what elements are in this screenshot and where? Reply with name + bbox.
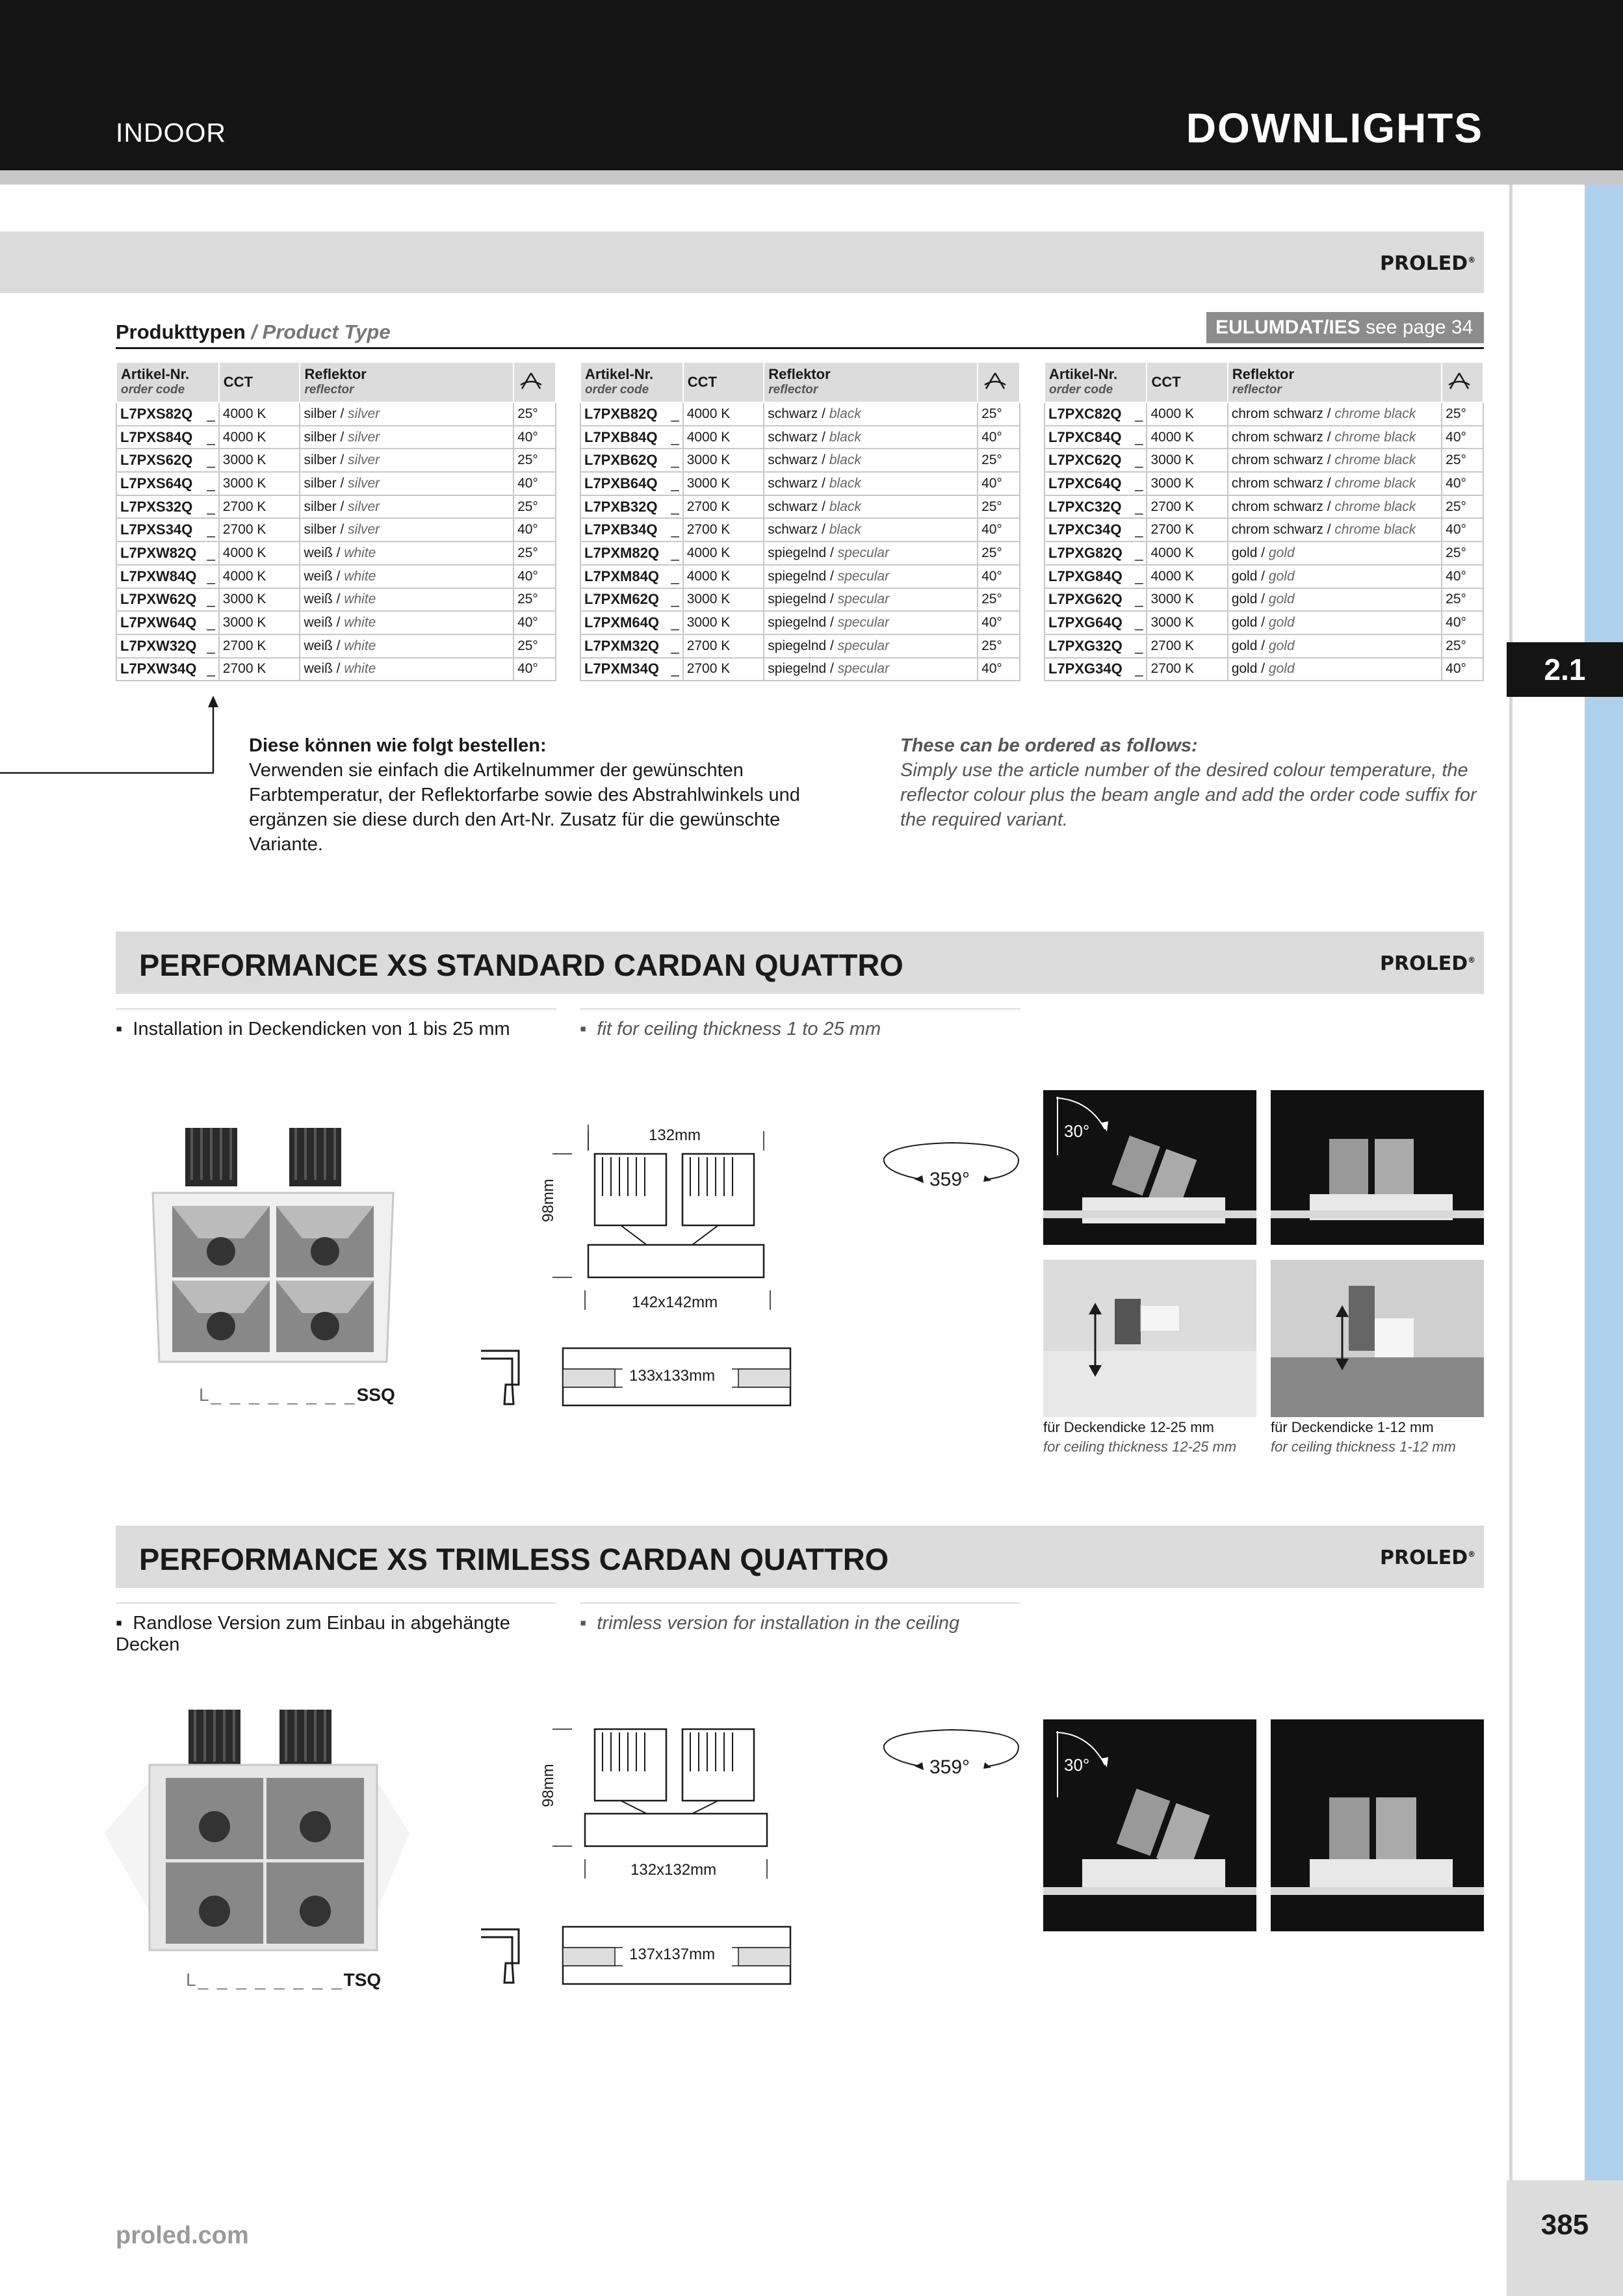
reflector-value: chrom schwarz / chrome black — [1228, 449, 1442, 472]
product-title: PERFORMANCE XS STANDARD CARDAN QUATTRO — [139, 948, 903, 982]
side-divider — [1509, 185, 1513, 2296]
beam-angle-value: 40° — [1442, 611, 1483, 634]
table-row — [116, 449, 556, 472]
table-row — [1045, 472, 1483, 495]
beam-angle-value: 40° — [978, 472, 1020, 495]
table-row — [1045, 658, 1483, 681]
product-table-2 — [580, 361, 1020, 681]
table-row — [580, 402, 1020, 426]
cct-value: 2700 K — [1147, 634, 1227, 658]
cct-value: 4000 K — [683, 541, 764, 565]
article-code: L7PXW32Q _ — [116, 634, 219, 658]
cct-value: 4000 K — [1147, 541, 1227, 565]
cct-value: 2700 K — [1147, 658, 1227, 681]
table-row — [116, 402, 556, 426]
col-reflector: Reflektor reflector — [764, 362, 978, 402]
table-row — [116, 611, 556, 634]
reflector-value: chrom schwarz / chrome black — [1228, 402, 1442, 426]
dim-height: 98mm — [539, 1179, 557, 1222]
beam-angle-value: 40° — [978, 426, 1020, 449]
reflector-value: gold / gold — [1228, 634, 1442, 658]
cct-value: 3000 K — [219, 472, 300, 495]
footer-url[interactable]: proled.com — [116, 2222, 249, 2249]
article-code: L7PXS84Q _ — [116, 426, 219, 449]
article-code: L7PXM62Q _ — [580, 588, 683, 612]
article-code: L7PXB82Q _ — [580, 402, 683, 426]
beam-angle-value: 25° — [978, 495, 1020, 519]
article-code: L7PXG64Q _ — [1045, 611, 1147, 634]
cct-value: 3000 K — [219, 449, 300, 472]
cct-value: 2700 K — [219, 495, 300, 519]
article-code: L7PXW34Q _ — [116, 658, 219, 681]
cct-value: 2700 K — [683, 495, 764, 519]
reflector-value: chrom schwarz / chrome black — [1228, 426, 1442, 449]
order-suffix: L_ _ _ _ _ _ _ _TSQ — [186, 1970, 382, 1990]
reflector-value: gold / gold — [1228, 541, 1442, 565]
photo-thin-ceiling — [1271, 1260, 1484, 1417]
cct-value: 3000 K — [683, 449, 764, 472]
article-code: L7PXW84Q _ — [116, 565, 219, 588]
reflector-value: chrom schwarz / chrome black — [1228, 518, 1442, 541]
table-row — [580, 495, 1020, 519]
article-code: L7PXG84Q _ — [1045, 565, 1147, 588]
col-cct: CCT — [1147, 362, 1227, 402]
reflector-value: chrom schwarz / chrome black — [1228, 495, 1442, 519]
photo-thick-ceiling — [1043, 1260, 1256, 1417]
cutout-size: 133x133mm — [629, 1367, 716, 1385]
article-code: L7PXG62Q _ — [1045, 588, 1147, 612]
beam-angle-value: 40° — [978, 611, 1020, 634]
article-code: L7PXB64Q _ — [580, 472, 683, 495]
feature-bullet-de: ▪ Installation in Deckendicken von 1 bis 25 mm — [116, 1008, 556, 1040]
article-code: L7PXS32Q _ — [116, 495, 219, 519]
chapter-color-bar — [1585, 185, 1623, 2180]
beam-angle-value: 40° — [978, 518, 1020, 541]
dim-top: 132mm — [649, 1127, 701, 1144]
reflector-value: weiß / white — [300, 658, 513, 681]
beam-angle-value: 40° — [513, 611, 556, 634]
rotation-angle: 359° — [929, 1169, 970, 1190]
product-image-trimless — [104, 1703, 416, 1957]
beam-angle-value: 25° — [1442, 541, 1483, 565]
reflector-value: silber / silver — [300, 449, 513, 472]
beam-angle-value: 25° — [978, 588, 1020, 612]
table-row — [580, 449, 1020, 472]
beam-angle-value: 40° — [1442, 565, 1483, 588]
header-title: DOWNLIGHTS — [1186, 105, 1483, 151]
order-info-de — [249, 733, 834, 857]
article-code: L7PXB84Q _ — [580, 426, 683, 449]
header-divider — [0, 170, 1623, 185]
reflector-value: gold / gold — [1228, 658, 1442, 681]
reflector-value: schwarz / black — [764, 495, 978, 519]
caption-thick: für Deckendicke 12-25 mm for ceiling thickness 12-25 mm — [1043, 1419, 1237, 1455]
cct-value: 3000 K — [683, 588, 764, 612]
table-row — [116, 472, 556, 495]
table-row — [1045, 518, 1483, 541]
col-reflector: Reflektor reflector — [300, 362, 513, 402]
table-row — [1045, 495, 1483, 519]
cct-value: 2700 K — [1147, 495, 1227, 519]
article-code: L7PXW62Q _ — [116, 588, 219, 612]
reflector-value: weiß / white — [300, 634, 513, 658]
cct-value: 4000 K — [1147, 565, 1227, 588]
beam-angle-icon — [1442, 362, 1483, 402]
proled-logo: PROLED® — [1380, 1546, 1476, 1569]
beam-angle-value: 40° — [978, 658, 1020, 681]
cct-value: 3000 K — [1147, 449, 1227, 472]
order-text-de: Verwenden sie einfach die Artikelnummer der gewünschten Farbtemperatur, der Reflektorfarbe sowie des Abstrahlwinkels und ergänzen sie diese durch den Art-Nr. Zusatz für die gewünschte Variante. — [249, 760, 800, 855]
article-code: L7PXS64Q _ — [116, 472, 219, 495]
table-row — [1045, 402, 1483, 426]
reflector-value: spiegelnd / specular — [764, 611, 978, 634]
table-row — [116, 634, 556, 658]
header-category: INDOOR — [116, 118, 226, 148]
col-reflector: Reflektor reflector — [1228, 362, 1442, 402]
reflector-value: gold / gold — [1228, 588, 1442, 612]
beam-angle-value: 25° — [1442, 402, 1483, 426]
beam-angle-value: 25° — [513, 588, 556, 612]
article-code: L7PXM34Q _ — [580, 658, 683, 681]
table-row — [580, 565, 1020, 588]
beam-angle-value: 25° — [1442, 449, 1483, 472]
reflector-value: spiegelnd / specular — [764, 541, 978, 565]
cct-value: 4000 K — [683, 426, 764, 449]
tilt-angle: 30° — [1064, 1755, 1090, 1775]
table-row — [580, 658, 1020, 681]
reflector-value: silber / silver — [300, 472, 513, 495]
beam-angle-value: 40° — [513, 565, 556, 588]
reflector-value: silber / silver — [300, 495, 513, 519]
cutout-size: 137x137mm — [629, 1946, 716, 1963]
article-code: L7PXG34Q _ — [1045, 658, 1147, 681]
page-number: 385 — [1540, 2209, 1589, 2241]
dimension-drawing-standard — [543, 1125, 803, 1320]
article-code: L7PXS82Q _ — [116, 402, 219, 426]
beam-angle-value: 25° — [978, 541, 1020, 565]
product-title-bar — [116, 932, 1484, 994]
table-row — [1045, 541, 1483, 565]
col-article: Artikel-Nr. order code — [116, 362, 219, 402]
order-suffix: L_ _ _ _ _ _ _ _SSQ — [199, 1385, 395, 1405]
brand-bar — [0, 231, 1484, 293]
cct-value: 2700 K — [219, 518, 300, 541]
product-table-3 — [1044, 361, 1484, 681]
reflector-value: schwarz / black — [764, 518, 978, 541]
table-row — [116, 495, 556, 519]
article-code: L7PXB34Q _ — [580, 518, 683, 541]
reflector-value: weiß / white — [300, 541, 513, 565]
cct-value: 4000 K — [1147, 426, 1227, 449]
eulumdat-link[interactable]: EULUMDAT/IES see page 34 — [1206, 312, 1484, 343]
reflector-value: gold / gold — [1228, 611, 1442, 634]
table-row — [116, 588, 556, 612]
table-row — [116, 658, 556, 681]
table-row — [116, 541, 556, 565]
reflector-value: schwarz / black — [764, 402, 978, 426]
col-article: Artikel-Nr. order code — [1045, 362, 1147, 402]
cct-value: 2700 K — [683, 634, 764, 658]
proled-logo: PROLED® — [1380, 952, 1476, 975]
article-code: L7PXG82Q _ — [1045, 541, 1147, 565]
table-row — [580, 634, 1020, 658]
section-tab[interactable]: 2.1 — [1507, 642, 1623, 697]
beam-angle-value: 40° — [1442, 658, 1483, 681]
article-code: L7PXW82Q _ — [116, 541, 219, 565]
page-header — [0, 0, 1623, 170]
reflector-value: silber / silver — [300, 518, 513, 541]
reflector-value: silber / silver — [300, 402, 513, 426]
cct-value: 4000 K — [219, 402, 300, 426]
table-row — [116, 565, 556, 588]
order-text-en: Simply use the article number of the desired colour temperature, the reflector colour plus the beam angle and add the order code suffix for the required variant. — [900, 760, 1477, 830]
article-code: L7PXS62Q _ — [116, 449, 219, 472]
beam-angle-icon — [978, 362, 1020, 402]
article-code: L7PXM82Q _ — [580, 541, 683, 565]
rotation-angle: 359° — [929, 1756, 970, 1778]
dim-bottom: 142x142mm — [632, 1294, 718, 1311]
reflector-value: schwarz / black — [764, 426, 978, 449]
beam-angle-value: 25° — [513, 634, 556, 658]
beam-angle-value: 40° — [513, 518, 556, 541]
photo-straight — [1271, 1719, 1484, 1931]
cct-value: 3000 K — [1147, 588, 1227, 612]
beam-angle-value: 25° — [1442, 634, 1483, 658]
product-type-heading: Produkttypen / Product Type — [116, 320, 391, 343]
beam-angle-value: 40° — [513, 426, 556, 449]
article-code: L7PXM84Q _ — [580, 565, 683, 588]
cct-value: 2700 K — [683, 518, 764, 541]
table-row — [580, 472, 1020, 495]
beam-angle-value: 40° — [978, 565, 1020, 588]
beam-angle-icon — [513, 362, 556, 402]
cct-value: 4000 K — [1147, 402, 1227, 426]
cct-value: 4000 K — [683, 402, 764, 426]
dimension-drawing-trimless — [543, 1716, 803, 1885]
cct-value: 3000 K — [219, 611, 300, 634]
caption-thin: für Deckendicke 1-12 mm for ceiling thickness 1-12 mm — [1271, 1419, 1456, 1455]
reflector-value: weiß / white — [300, 611, 513, 634]
beam-angle-value: 40° — [1442, 426, 1483, 449]
cct-value: 3000 K — [683, 472, 764, 495]
table-row — [1045, 588, 1483, 612]
table-row — [580, 588, 1020, 612]
reflector-value: spiegelnd / specular — [764, 565, 978, 588]
photo-tilt-30 — [1043, 1719, 1256, 1931]
beam-angle-value: 40° — [1442, 518, 1483, 541]
table-row — [580, 426, 1020, 449]
cct-value: 3000 K — [1147, 611, 1227, 634]
cct-value: 3000 K — [683, 611, 764, 634]
feature-bullet-en: ▪ fit for ceiling thickness 1 to 25 mm — [580, 1008, 1020, 1040]
table-row — [580, 541, 1020, 565]
beam-angle-value: 25° — [978, 634, 1020, 658]
reflector-value: spiegelnd / specular — [764, 658, 978, 681]
article-code: L7PXB62Q _ — [580, 449, 683, 472]
reflector-value: silber / silver — [300, 426, 513, 449]
reflector-value: weiß / white — [300, 565, 513, 588]
product-title: PERFORMANCE XS TRIMLESS CARDAN QUATTRO — [139, 1542, 889, 1576]
cct-value: 2700 K — [1147, 518, 1227, 541]
order-heading-de: Diese können wie folgt bestellen: — [249, 735, 547, 756]
tilt-angle: 30° — [1064, 1121, 1090, 1141]
product-title-bar — [116, 1526, 1484, 1588]
article-code: L7PXM64Q _ — [580, 611, 683, 634]
cct-value: 4000 K — [219, 541, 300, 565]
article-code: L7PXB32Q _ — [580, 495, 683, 519]
dim-height: 98mm — [539, 1764, 557, 1807]
table-row — [116, 426, 556, 449]
reflector-value: spiegelnd / specular — [764, 588, 978, 612]
cct-value: 4000 K — [219, 426, 300, 449]
proled-logo: PROLED® — [1380, 252, 1476, 275]
beam-angle-value: 25° — [1442, 588, 1483, 612]
beam-angle-value: 25° — [978, 402, 1020, 426]
article-code: L7PXC62Q _ — [1045, 449, 1147, 472]
article-code: L7PXM32Q _ — [580, 634, 683, 658]
beam-angle-value: 25° — [513, 449, 556, 472]
cct-value: 4000 K — [219, 565, 300, 588]
order-arrow-icon — [0, 693, 221, 777]
feature-bullet-en: ▪ trimless version for installation in the ceiling — [580, 1602, 1020, 1634]
beam-angle-value: 40° — [1442, 472, 1483, 495]
article-code: L7PXC34Q _ — [1045, 518, 1147, 541]
feature-bullet-de: ▪ Randlose Version zum Einbau in abgehängte Decken — [116, 1602, 556, 1656]
cct-value: 2700 K — [683, 658, 764, 681]
reflector-value: chrom schwarz / chrome black — [1228, 472, 1442, 495]
reflector-value: gold / gold — [1228, 565, 1442, 588]
heading-rule — [116, 347, 1484, 349]
col-cct: CCT — [219, 362, 300, 402]
table-row — [1045, 634, 1483, 658]
table-row — [1045, 611, 1483, 634]
table-row — [1045, 426, 1483, 449]
article-code: L7PXS34Q _ — [116, 518, 219, 541]
table-row — [1045, 449, 1483, 472]
photo-tilt-30 — [1043, 1090, 1256, 1245]
cct-value: 3000 K — [1147, 472, 1227, 495]
beam-angle-value: 25° — [513, 495, 556, 519]
order-info-en — [900, 733, 1485, 832]
table-row — [116, 518, 556, 541]
dim-bottom: 132x132mm — [630, 1861, 717, 1879]
beam-angle-value: 25° — [513, 402, 556, 426]
article-code: L7PXW64Q _ — [116, 611, 219, 634]
beam-angle-value: 40° — [513, 472, 556, 495]
article-code: L7PXC64Q _ — [1045, 472, 1147, 495]
side-column — [1507, 185, 1623, 2296]
beam-angle-value: 25° — [978, 449, 1020, 472]
beam-angle-value: 25° — [1442, 495, 1483, 519]
article-code: L7PXC32Q _ — [1045, 495, 1147, 519]
article-code: L7PXG32Q _ — [1045, 634, 1147, 658]
product-table-1 — [116, 361, 556, 681]
cct-value: 4000 K — [683, 565, 764, 588]
cct-value: 2700 K — [219, 634, 300, 658]
table-row — [1045, 565, 1483, 588]
table-row — [580, 611, 1020, 634]
col-cct: CCT — [683, 362, 764, 402]
beam-angle-value: 40° — [513, 658, 556, 681]
reflector-value: weiß / white — [300, 588, 513, 612]
order-heading-en: These can be ordered as follows: — [900, 735, 1198, 756]
beam-angle-value: 25° — [513, 541, 556, 565]
photo-straight — [1271, 1090, 1484, 1245]
reflector-value: schwarz / black — [764, 472, 978, 495]
reflector-value: schwarz / black — [764, 449, 978, 472]
reflector-value: spiegelnd / specular — [764, 634, 978, 658]
cct-value: 3000 K — [219, 588, 300, 612]
article-code: L7PXC82Q _ — [1045, 402, 1147, 426]
article-code: L7PXC84Q _ — [1045, 426, 1147, 449]
product-image-standard — [146, 1121, 406, 1368]
col-article: Artikel-Nr. order code — [580, 362, 683, 402]
table-row — [580, 518, 1020, 541]
cct-value: 2700 K — [219, 658, 300, 681]
